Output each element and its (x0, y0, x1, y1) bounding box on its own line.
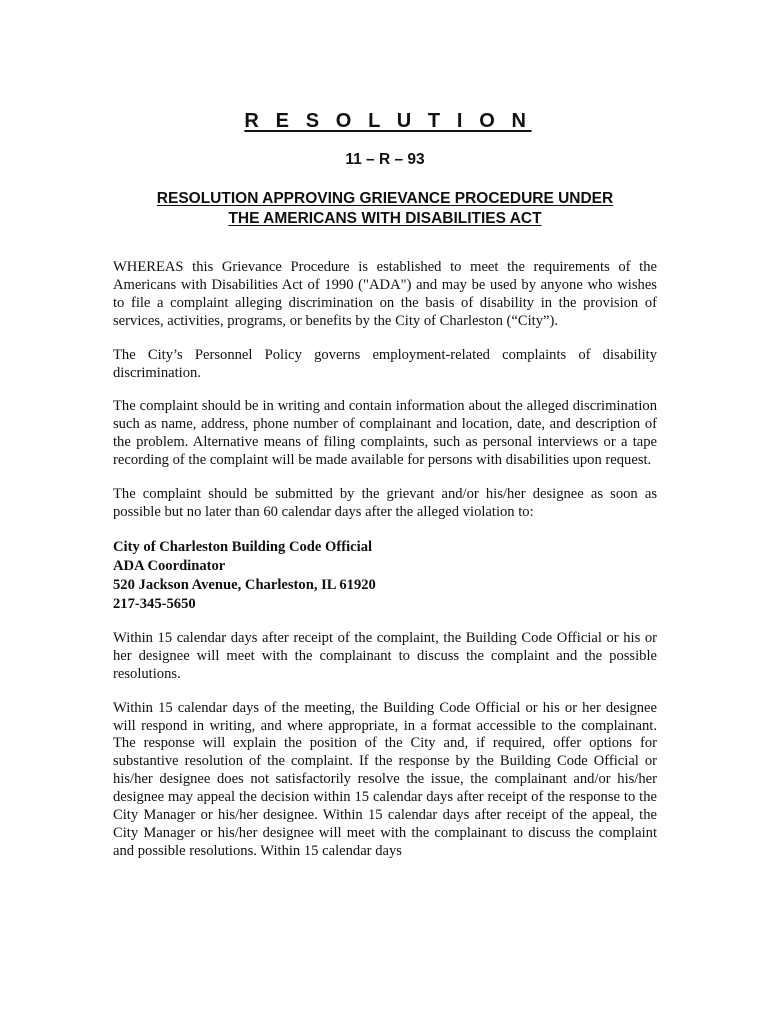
resolution-number: 11 – R – 93 (345, 151, 425, 168)
paragraph-meeting: Within 15 calendar days after receipt of the complaint, the Building Code Official or his or her designee will meet with the complainant to discuss the complaint and the possible resolutions. (113, 629, 657, 682)
paragraph-complaint-format: The complaint should be in writing and contain information about the alleged discrimination such as name, address, phone number of complainant and location, date, and description of the problem. Alternative means of filing complaints, such as personal interviews or a tape recording of the complaint will be made available for persons with disabilities upon request. (113, 398, 657, 469)
paragraph-response-appeal: Within 15 calendar days of the meeting, the Building Code Official or his or her designee will respond in writing, and where appropriate, in a format accessible to the complainant. The response will explain the position of the City and, if required, offer options for substantive resolution of the complaint. If the response by the Building Code Official or his/her designee does not satisfactorily resolve the issue, the complainant and/or his/her designee may appeal the decision within 15 calendar days after receipt of the response to the City Manager or his/her designee. Within 15 calendar days after receipt of the appeal, the City Manager or his/her designee will meet with the complainant to discuss the complaint and possible resolutions. Within 15 calendar days (113, 699, 657, 859)
heading-line-2: THE AMERICANS WITH DISABILITIES ACT (228, 210, 542, 227)
paragraph-submission: The complaint should be submitted by the grievant and/or his/her designee as soon as possible but no later than 60 calendar days after the alleged violation to: (113, 486, 657, 520)
address-office: City of Charleston Building Code Official (113, 538, 373, 555)
address-street: 520 Jackson Avenue, Charleston, IL 61920 (113, 576, 376, 593)
address-title: ADA Coordinator (113, 557, 226, 574)
coordinator-address (113, 538, 657, 614)
paragraph-personnel-policy: The City’s Personnel Policy governs employment-related complaints of disability discrimination. (113, 346, 657, 381)
heading-line-1: RESOLUTION APPROVING GRIEVANCE PROCEDURE UNDER (156, 190, 614, 207)
document-body (113, 110, 657, 877)
resolution-heading (113, 189, 657, 229)
paragraph-whereas: WHEREAS this Grievance Procedure is established to meet the requirements of the Americans with Disabilities Act of 1990 ("ADA") and may be used by anyone who wishes to file a complaint alleging discrimination on the basis of disability in the provision of services, activities, programs, or benefits by the City of Charleston (“City”). (113, 259, 657, 329)
document-title: R E S O L U T I O N (244, 110, 532, 132)
address-phone: 217-345-5650 (113, 595, 196, 612)
